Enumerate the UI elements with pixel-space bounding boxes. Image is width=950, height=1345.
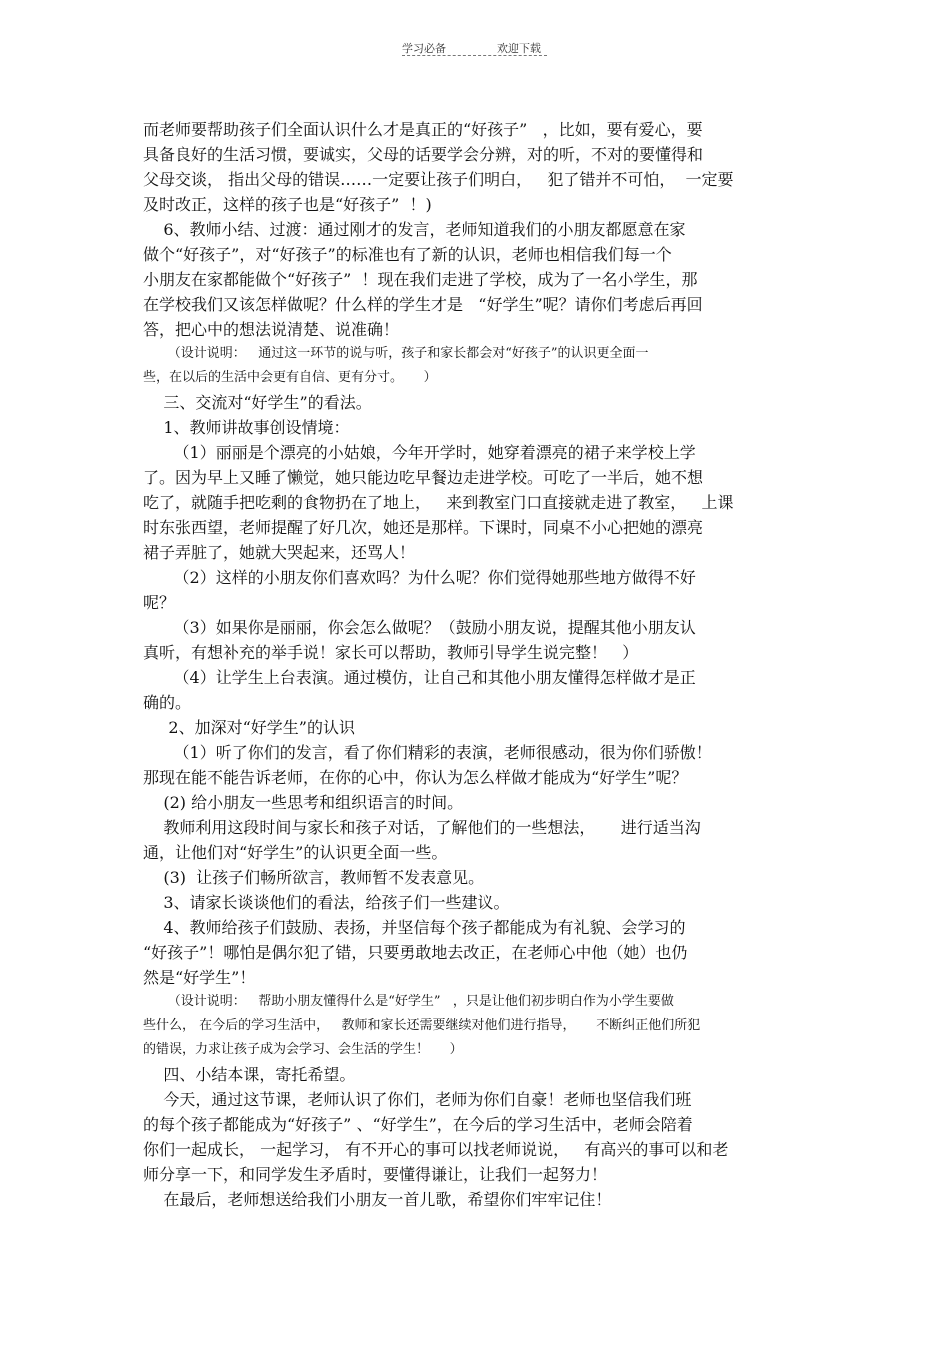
- paragraph-line: 做个“好孩子”，对“好孩子”的标准也有了新的认识，老师也相信我们每一个: [143, 245, 672, 264]
- paragraph-line: (2) 给小朋友一些思考和组织语言的时间。: [143, 793, 464, 812]
- paragraph-line: 教师利用这段时间与家长和孩子对话，了解他们的一些想法， 进行适当沟: [143, 818, 701, 837]
- design-note-line: （设计说明： 通过这一环节的说与听，孩子和家长都会对“好孩子”的认识更全面一: [143, 346, 649, 361]
- header-divider: [402, 55, 547, 56]
- paragraph-line: 1、教师讲故事创设情境：: [143, 418, 350, 437]
- paragraph-line: （1）丽丽是个漂亮的小姑娘，今年开学时，她穿着漂亮的裙子来学校上学: [143, 443, 696, 462]
- paragraph-line: （2）这样的小朋友你们喜欢吗？为什么呢？你们觉得她那些地方做得不好: [143, 568, 696, 587]
- paragraph-line: 你们一起成长， 一起学习， 有不开心的事可以找老师说说， 有高兴的事可以和老: [143, 1140, 729, 1159]
- design-note-line: 的错误，力求让孩子成为会学习、会生活的学生！ ）: [143, 1042, 463, 1057]
- paragraph-line: (3) 让孩子们畅所欲言，教师暂不发表意见。: [143, 868, 485, 887]
- paragraph-line: （3）如果你是丽丽，你会怎么做呢？（鼓励小朋友说，提醒其他小朋友认: [143, 618, 696, 637]
- design-note-line: （设计说明： 帮助小朋友懂得什么是“好学生” ，只是让他们初步明白作为小学生要做: [143, 994, 674, 1009]
- paragraph-line: 答，把心中的想法说清楚、说准确！: [143, 320, 400, 339]
- paragraph-line: 6、教师小结、过渡：通过刚才的发言，老师知道我们的小朋友都愿意在家: [143, 220, 686, 239]
- paragraph-line: 那现在能不能告诉老师，在你的心中，你认为怎么样做才能成为“好学生”呢？: [143, 768, 688, 787]
- paragraph-line: 小朋友在家都能做个“好孩子” ！现在我们走进了学校，成为了一名小学生，那: [143, 270, 698, 289]
- paragraph-line: 而老师要帮助孩子们全面认识什么才是真正的“好孩子” ，比如，要有爱心，要: [143, 120, 703, 139]
- paragraph-line: 父母交谈， 指出父母的错误……一定要让孩子们明白， 犯了错并不可怕， 一定要: [143, 170, 734, 189]
- paragraph-line: 呢？: [143, 593, 176, 612]
- paragraph-line: 今天，通过这节课，老师认识了你们，老师为你们自豪！老师也坚信我们班: [143, 1090, 692, 1109]
- paragraph-line: 确的。: [143, 693, 192, 712]
- paragraph-line: 裙子弄脏了，她就大哭起来，还骂人！: [143, 543, 416, 562]
- paragraph-line: “好孩子”！哪怕是偶尔犯了错，只要勇敢地去改正，在老师心中他（她）也仍: [143, 943, 688, 962]
- paragraph-line: 及时改正，这样的孩子也是“好孩子” ！): [143, 195, 432, 214]
- paragraph-line: （4）让学生上台表演。通过模仿，让自己和其他小朋友懂得怎样做才是正: [143, 668, 696, 687]
- design-note-line: 些，在以后的生活中会更有自信、更有分寸。 ）: [143, 370, 437, 385]
- design-note-line: 些什么， 在今后的学习生活中， 教师和家长还需要继续对他们进行指导， 不断纠正他们所犯: [143, 1018, 701, 1033]
- paragraph-line: 具备良好的生活习惯，要诚实，父母的话要学会分辨，对的听，不对的要懂得和: [143, 145, 704, 164]
- paragraph-line: 通，让他们对“好学生”的认识更全面一些。: [143, 843, 448, 862]
- paragraph-line: 了。因为早上又睡了懒觉，她只能边吃早餐边走进学校。可吃了一半后，她不想: [143, 468, 704, 487]
- paragraph-line: （1）听了你们的发言，看了你们精彩的表演，老师很感动，很为你们骄傲！: [143, 743, 712, 762]
- paragraph-line: 在学校我们又该怎样做呢？什么样的学生才是 “好学生”呢？请你们考虑后再回: [143, 295, 703, 314]
- paragraph-line: 4、教师给孩子们鼓励、表扬，并坚信每个孩子都能成为有礼貌、会学习的: [143, 918, 686, 937]
- header-left-text: 学习必备: [402, 42, 446, 55]
- paragraph-line: 吃了，就随手把吃剩的食物扔在了地上， 来到教室门口直接就走进了教室， 上课: [143, 493, 734, 512]
- paragraph-line: 3、请家长谈谈他们的看法，给孩子们一些建议。: [143, 893, 510, 912]
- document-body: [143, 117, 808, 1212]
- paragraph-line: 2、加深对“好学生”的认识: [143, 718, 355, 737]
- paragraph-line: 四、小结本课，寄托希望。: [143, 1065, 356, 1084]
- header-right-text: 欢迎下载: [497, 42, 541, 55]
- paragraph-line: 然是“好学生”！: [143, 968, 256, 987]
- paragraph-line: 的每个孩子都能成为“好孩子” 、“好学生”，在今后的学习生活中，老师会陪着: [143, 1115, 693, 1134]
- paragraph-line: 时东张西望，老师提醒了好几次，她还是那样。下课时，同桌不小心把她的漂亮: [143, 518, 704, 537]
- paragraph-line: 在最后，老师想送给我们小朋友一首儿歌，希望你们牢牢记住！: [143, 1190, 612, 1209]
- paragraph-line: 三、交流对“好学生”的看法。: [143, 393, 372, 412]
- paragraph-line: 真听，有想补充的举手说！家长可以帮助，教师引导学生说完整！ ）: [143, 643, 639, 662]
- paragraph-line: 师分享一下，和同学发生矛盾时，要懂得谦让，让我们一起努力！: [143, 1165, 608, 1184]
